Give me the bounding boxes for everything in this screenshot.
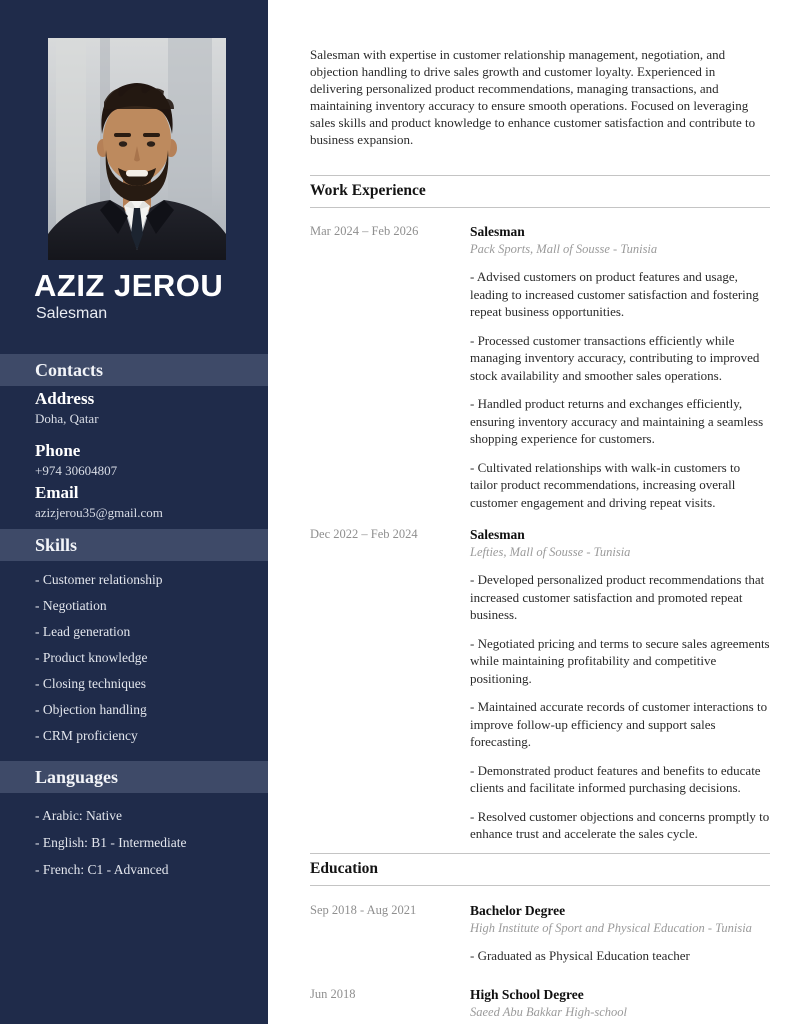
language-item: - French: C1 - Advanced	[35, 862, 169, 877]
job-title: Salesman	[470, 224, 525, 239]
job-organization: Lefties, Mall of Sousse - Tunisia	[470, 545, 631, 559]
work-entry	[310, 223, 770, 511]
skill-item: - Objection handling	[35, 702, 147, 717]
language-item: - English: B1 - Intermediate	[35, 835, 187, 850]
email-value: azizjerou35@gmail.com	[35, 505, 163, 520]
degree-bullet: - Graduated as Physical Education teacher	[470, 947, 690, 963]
job-bullet: - Maintained accurate records of customer interactions to improve follow-up efficiency and support sales forecasting.	[470, 699, 768, 749]
degree-institution: High Institute of Sport and Physical Education - Tunisia	[470, 920, 752, 935]
work-entry-dates: Mar 2024 – Feb 2026	[310, 224, 419, 238]
job-organization: Pack Sports, Mall of Sousse - Tunisia	[470, 242, 658, 256]
degree-title: Bachelor Degree	[470, 902, 566, 918]
job-bullet: - Negotiated pricing and terms to secure sales agreements while maintaining profitability and competitive positioning.	[470, 635, 770, 686]
languages-list	[35, 802, 255, 883]
candidate-name: AZIZ JEROU	[34, 268, 224, 303]
degree-institution: Saeed Abu Bakkar High-school	[470, 1005, 628, 1019]
education-heading: Education	[310, 853, 770, 886]
job-title: Salesman	[470, 527, 525, 542]
education-entry-detail	[470, 902, 770, 965]
education-entry	[310, 986, 770, 1020]
address-value: Doha, Qatar	[35, 411, 99, 426]
skills-section-heading: Skills	[0, 529, 268, 561]
candidate-title: Salesman	[36, 305, 108, 322]
skill-item: - CRM proficiency	[35, 728, 138, 743]
contact-address	[35, 389, 250, 427]
resume-main-column	[310, 0, 770, 1020]
language-item: - Arabic: Native	[35, 808, 122, 823]
degree-title: High School Degree	[470, 987, 584, 1002]
job-bullet: - Cultivated relationships with walk-in customers to tailor product recommendations, increasing overall customer engagement and driving repeat visits.	[470, 459, 741, 510]
languages-section-heading: Languages	[0, 761, 268, 793]
skill-item: - Customer relationship	[35, 572, 163, 587]
job-bullet: - Developed personalized product recommendations that increased customer satisfaction and promoted repeat business.	[470, 572, 765, 622]
contact-phone	[35, 441, 250, 479]
work-entry-detail	[470, 526, 770, 843]
phone-label: Phone	[35, 441, 81, 460]
job-bullet: - Processed customer transactions efficiently while managing inventory accuracy, contributing to improved stock availability and smoother sales operations.	[470, 332, 760, 383]
education-entry	[310, 902, 770, 965]
sidebar	[0, 0, 268, 1024]
address-label: Address	[35, 389, 95, 408]
skill-item: - Product knowledge	[35, 650, 148, 665]
job-bullet: - Advised customers on product features and usage, leading to increased customer satisfaction and fostering repeat business opportunities.	[470, 269, 759, 319]
education-entry-dates: Sep 2018 - Aug 2021	[310, 902, 417, 917]
phone-value: +974 30604807	[35, 463, 118, 478]
job-bullet: - Resolved customer objections and concerns promptly to enhance trust and accelerate the sales cycle.	[470, 808, 770, 841]
profile-summary: Salesman with expertise in customer relationship management, negotiation, and objection handling to drive sales growth and customer loyalty. Experienced in delivering personalized product recommendations, managing transactions, and maintaining inventory accuracy to ensure smooth operations. Focused on leveraging sales skills and product knowledge to enhance customer satisfaction and contribute to business expansion.	[310, 47, 756, 147]
profile-photo	[48, 38, 226, 260]
email-label: Email	[35, 483, 79, 502]
job-bullet: - Handled product returns and exchanges efficiently, ensuring inventory accuracy and maintaining a seamless shopping experience for customers.	[470, 396, 764, 446]
education-entry-detail	[470, 986, 770, 1020]
contacts-section-heading: Contacts	[0, 354, 268, 386]
skill-item: - Lead generation	[35, 624, 131, 639]
work-entry-detail	[470, 223, 770, 511]
job-bullet: - Demonstrated product features and benefits to educate clients and facilitate informed purchasing decisions.	[470, 762, 761, 795]
contact-email	[35, 483, 250, 521]
portrait-illustration	[48, 38, 226, 260]
skill-item: - Closing techniques	[35, 676, 146, 691]
work-entry	[310, 526, 770, 843]
education-entry-dates: Jun 2018	[310, 987, 356, 1001]
skills-list	[35, 567, 255, 749]
work-entry-dates: Dec 2022 – Feb 2024	[310, 527, 418, 541]
work-experience-heading: Work Experience	[310, 175, 770, 208]
skill-item: - Negotiation	[35, 598, 107, 613]
